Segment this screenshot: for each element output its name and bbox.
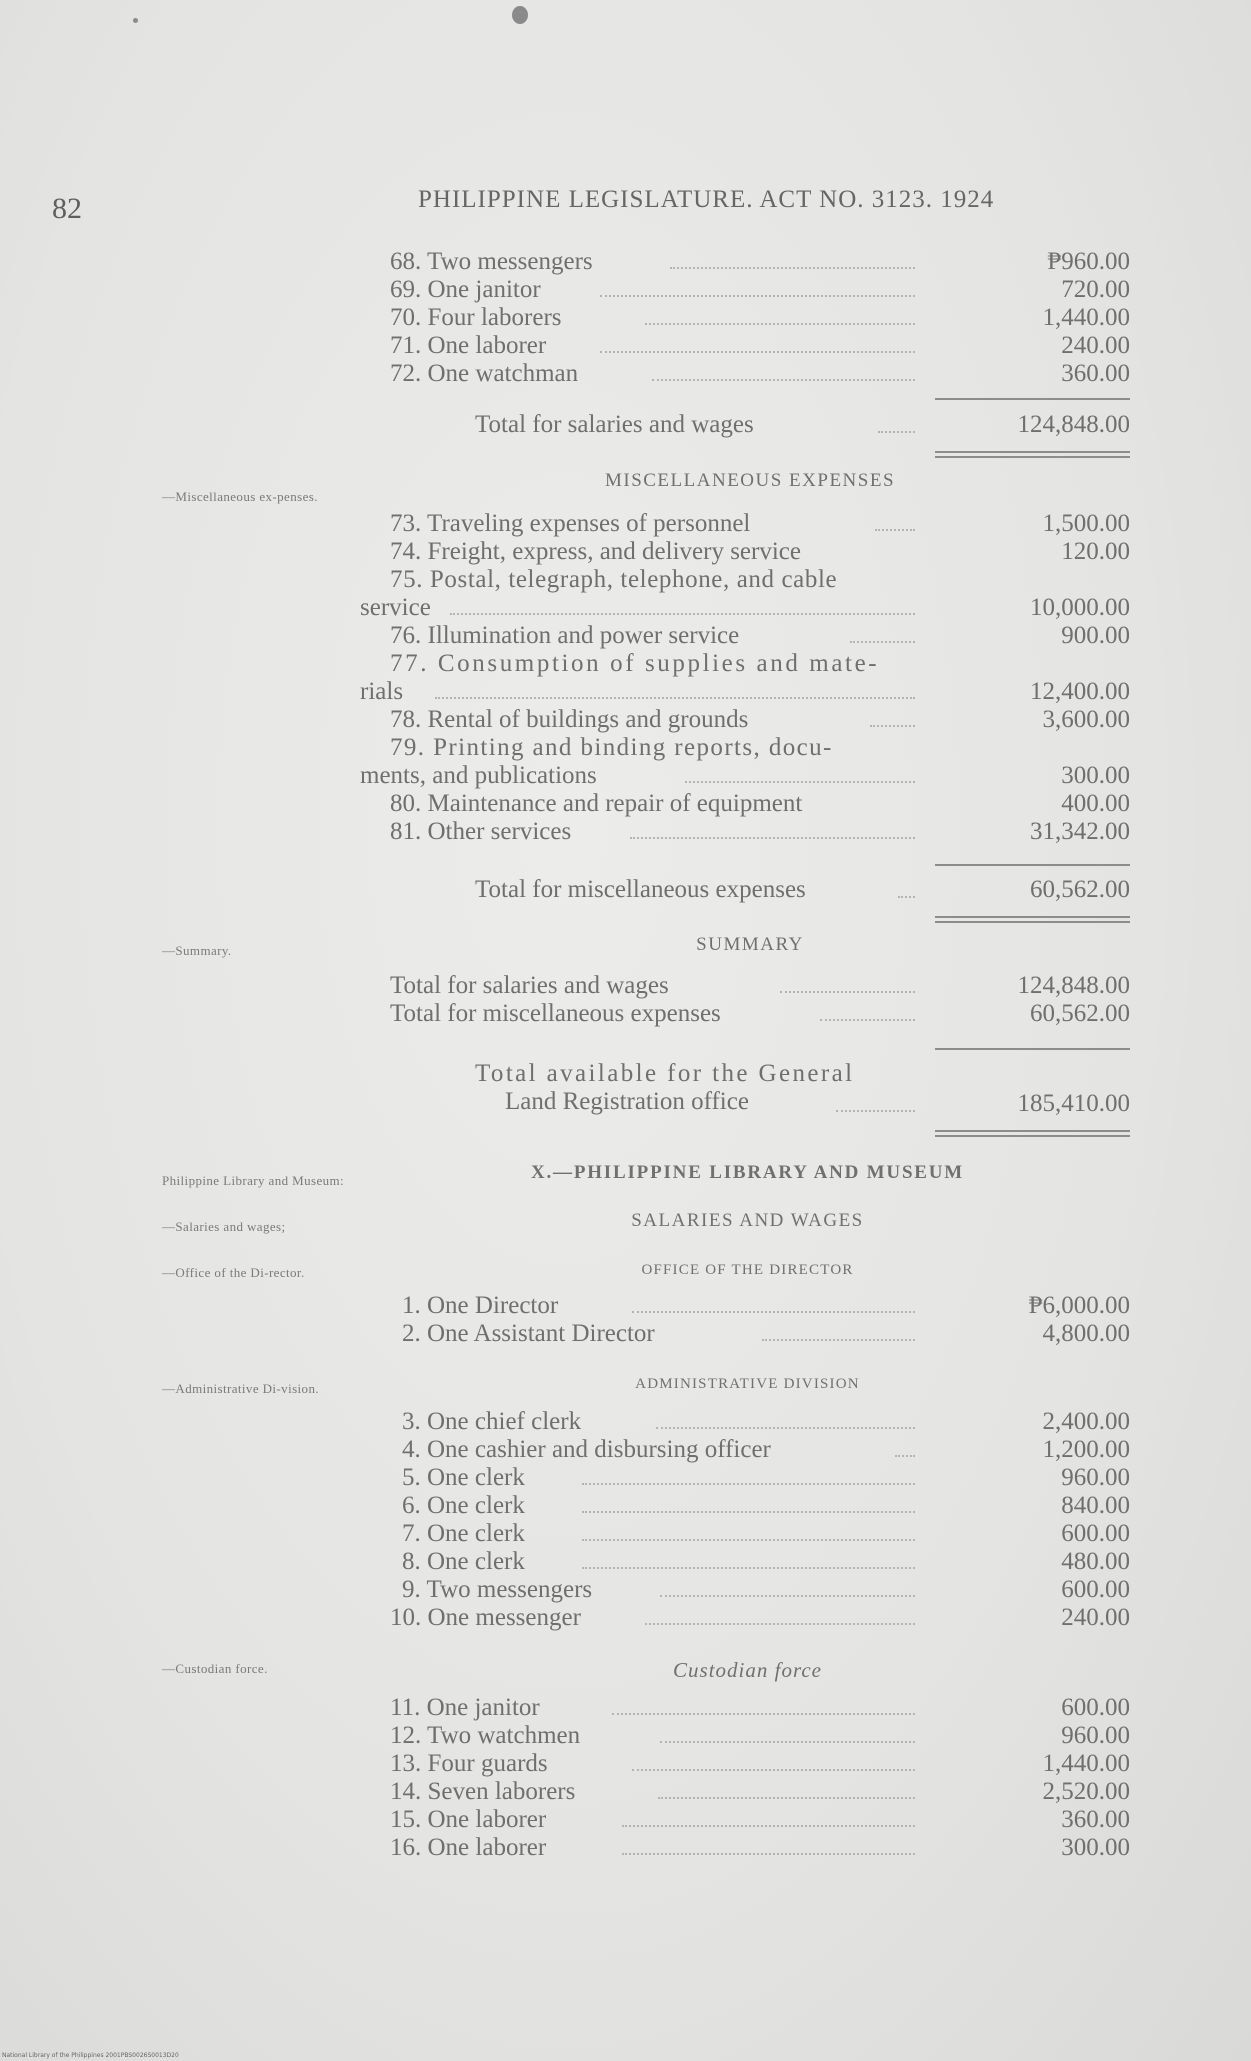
row-label-cont: service — [360, 594, 431, 621]
row-amount: 240.00 — [1061, 1604, 1130, 1631]
row-label: 15. One laborer — [390, 1806, 547, 1833]
total-available-label-2: Land Registration office — [505, 1088, 749, 1115]
row-label: 4. One cashier and disbursing officer — [402, 1436, 771, 1463]
table-row — [360, 1694, 1135, 1722]
row-label: 2. One Assistant Director — [402, 1320, 655, 1347]
leader-dots — [762, 1339, 915, 1341]
row-label: Total for salaries and wages — [390, 972, 669, 999]
row-amount: 1,440.00 — [1042, 304, 1130, 331]
margin-note-library: Philippine Library and Museum: — [162, 1173, 345, 1188]
library-heading: X.—PHILIPPINE LIBRARY AND MUSEUM — [530, 1162, 965, 1183]
row-label: 79. Printing and binding reports, docu- — [390, 734, 833, 761]
leader-dots — [632, 1311, 915, 1313]
row-amount: ₱6,000.00 — [1028, 1292, 1130, 1319]
table-row — [360, 1576, 1135, 1604]
leader-dots — [870, 725, 915, 727]
rule-double — [935, 1130, 1130, 1137]
admin-list — [360, 1408, 1135, 1632]
row-amount: 1,440.00 — [1042, 1750, 1130, 1777]
leader-dots — [600, 295, 915, 297]
row-label: 68. Two messengers — [390, 248, 593, 275]
row-amount: 60,562.00 — [1030, 1000, 1130, 1027]
table-row — [360, 1292, 1135, 1320]
table-row — [360, 1436, 1135, 1464]
row-label: 75. Postal, telegraph, telephone, and cable — [390, 566, 838, 593]
row-label: 5. One clerk — [402, 1464, 525, 1491]
table-row — [360, 678, 1135, 706]
row-amount: 10,000.00 — [1030, 594, 1130, 621]
page-number: 82 — [52, 192, 82, 225]
row-label: 74. Freight, express, and delivery service — [390, 538, 801, 565]
table-row-wrap — [360, 566, 1135, 594]
rule-double — [935, 916, 1130, 923]
margin-note-admin: —Administrative Di-vision. — [162, 1381, 319, 1396]
leader-dots — [836, 1110, 915, 1112]
row-label: 12. Two watchmen — [390, 1722, 581, 1749]
row-label: 8. One clerk — [402, 1548, 525, 1575]
row-amount: 124,848.00 — [1017, 972, 1130, 999]
table-row — [360, 1320, 1135, 1348]
leader-dots — [685, 781, 915, 783]
ink-spot — [512, 6, 528, 24]
table-row — [360, 1520, 1135, 1548]
row-amount: 1,200.00 — [1042, 1436, 1130, 1463]
leader-dots — [850, 641, 915, 643]
row-label: 9. Two messengers — [402, 1576, 593, 1603]
margin-note-salaries: —Salaries and wages; — [162, 1219, 286, 1234]
rule-single — [935, 864, 1130, 866]
row-amount: 840.00 — [1061, 1492, 1130, 1519]
leader-dots — [630, 837, 915, 839]
row-label: 73. Traveling expenses of personnel — [390, 510, 751, 537]
row-label: 10. One messenger — [390, 1604, 581, 1631]
row-amount: 960.00 — [1061, 1722, 1130, 1749]
leader-dots — [645, 1623, 915, 1625]
row-amount: 720.00 — [1061, 276, 1130, 303]
misc-list — [360, 510, 1135, 846]
row-label: 3. One chief clerk — [402, 1408, 582, 1435]
row-amount: 360.00 — [1061, 1806, 1130, 1833]
table-row — [360, 1604, 1135, 1632]
library-salaries-heading: SALARIES AND WAGES — [631, 1210, 864, 1231]
leader-dots — [656, 1427, 915, 1429]
summary-heading: SUMMARY — [696, 934, 804, 955]
row-amount: 2,400.00 — [1042, 1408, 1130, 1435]
leader-dots — [582, 1511, 915, 1513]
footer-credit: National Library of the Philippines 2001PBS0026S0013D20 — [2, 2052, 179, 2059]
leader-dots — [582, 1483, 915, 1485]
row-label: 78. Rental of buildings and grounds — [390, 706, 749, 733]
row-amount: 960.00 — [1061, 1464, 1130, 1491]
leader-dots — [582, 1539, 915, 1541]
margin-note-misc: —Miscellaneous ex-penses. — [162, 489, 318, 504]
leader-dots — [632, 1769, 915, 1771]
row-label: 13. Four guards — [390, 1750, 548, 1777]
row-label: 1. One Director — [402, 1292, 559, 1319]
row-amount: 240.00 — [1061, 332, 1130, 359]
table-row — [360, 510, 1135, 538]
table-row-wrap — [360, 650, 1135, 678]
rule-double — [935, 451, 1130, 458]
table-row — [360, 594, 1135, 622]
row-amount: 12,400.00 — [1030, 678, 1130, 705]
table-row — [360, 972, 1135, 1000]
margin-note-summary: —Summary. — [162, 943, 232, 958]
margin-note-custodian: —Custodian force. — [162, 1661, 268, 1676]
leader-dots — [622, 1853, 915, 1855]
table-row — [360, 1750, 1135, 1778]
table-row — [360, 706, 1135, 734]
leader-dots — [622, 1825, 915, 1827]
table-row — [360, 1408, 1135, 1436]
leader-dots — [660, 1595, 915, 1597]
table-row — [360, 1548, 1135, 1576]
row-label: 16. One laborer — [390, 1834, 547, 1861]
row-label: Total for miscellaneous expenses — [390, 1000, 721, 1027]
total-available-amount: 185,410.00 — [1017, 1090, 1130, 1117]
row-amount: 600.00 — [1061, 1576, 1130, 1603]
running-head: PHILIPPINE LEGISLATURE. ACT NO. 3123. 1924 — [418, 186, 995, 213]
table-row — [360, 248, 1135, 276]
row-amount: 120.00 — [1061, 538, 1130, 565]
table-row — [360, 1806, 1135, 1834]
leader-dots — [875, 529, 915, 531]
row-label: 69. One janitor — [390, 276, 541, 303]
leader-dots — [658, 1797, 915, 1799]
table-row — [360, 818, 1135, 846]
row-label: 7. One clerk — [402, 1520, 525, 1547]
leader-dots — [450, 613, 915, 615]
row-amount: 900.00 — [1061, 622, 1130, 649]
director-list — [360, 1292, 1135, 1348]
row-amount: 4,800.00 — [1042, 1320, 1130, 1347]
row-label: 80. Maintenance and repair of equipment — [390, 790, 803, 817]
table-row — [360, 790, 1135, 818]
row-label: 70. Four laborers — [390, 304, 562, 331]
row-amount: 600.00 — [1061, 1520, 1130, 1547]
total-available-label-1: Total available for the General — [475, 1060, 855, 1087]
salaries-list — [360, 248, 1135, 388]
ink-speck — [133, 18, 138, 23]
row-label: 72. One watchman — [390, 360, 579, 387]
summary-list — [360, 972, 1135, 1028]
row-amount: 480.00 — [1061, 1548, 1130, 1575]
admin-heading: ADMINISTRATIVE DIVISION — [635, 1376, 860, 1392]
row-label-cont: rials — [360, 678, 404, 705]
total-salaries-label: Total for salaries and wages — [475, 411, 754, 438]
rule-single — [935, 1048, 1130, 1050]
table-row — [360, 1778, 1135, 1806]
director-heading: OFFICE OF THE DIRECTOR — [641, 1262, 854, 1278]
leader-dots — [652, 379, 915, 381]
leader-dots — [435, 697, 915, 699]
leader-dots — [895, 1455, 915, 1457]
row-label: 14. Seven laborers — [390, 1778, 576, 1805]
table-row — [360, 1492, 1135, 1520]
table-row — [360, 538, 1135, 566]
custodian-list — [360, 1694, 1135, 1862]
row-label-cont: ments, and publications — [360, 762, 597, 789]
table-row — [360, 1834, 1135, 1862]
table-row — [360, 304, 1135, 332]
table-row — [360, 622, 1135, 650]
leader-dots — [600, 351, 915, 353]
leader-dots — [898, 896, 915, 898]
misc-heading: MISCELLANEOUS EXPENSES — [604, 470, 896, 491]
row-label: 77. Consumption of supplies and mate- — [390, 650, 880, 677]
row-amount: 1,500.00 — [1042, 510, 1130, 537]
leader-dots — [645, 323, 915, 325]
leader-dots — [612, 1713, 915, 1715]
row-amount: 2,520.00 — [1042, 1778, 1130, 1805]
row-amount: 3,600.00 — [1042, 706, 1130, 733]
row-amount: 600.00 — [1061, 1694, 1130, 1721]
row-label: 81. Other services — [390, 818, 572, 845]
custodian-heading: Custodian force — [673, 1658, 822, 1682]
row-amount: 31,342.00 — [1030, 818, 1130, 845]
total-misc-label: Total for miscellaneous expenses — [475, 876, 806, 903]
leader-dots — [670, 267, 915, 269]
table-row — [360, 1464, 1135, 1492]
table-row — [360, 762, 1135, 790]
table-row — [360, 1000, 1135, 1028]
row-label: 6. One clerk — [402, 1492, 525, 1519]
row-label: 76. Illumination and power service — [390, 622, 740, 649]
leader-dots — [660, 1741, 915, 1743]
row-amount: 300.00 — [1061, 1834, 1130, 1861]
table-row — [360, 332, 1135, 360]
total-salaries-amount: 124,848.00 — [1017, 411, 1130, 438]
rule-single — [935, 398, 1130, 400]
table-row-wrap — [360, 734, 1135, 762]
row-amount: 300.00 — [1061, 762, 1130, 789]
margin-note-director: —Office of the Di-rector. — [162, 1265, 305, 1280]
leader-dots — [820, 1019, 915, 1021]
leader-dots — [780, 991, 915, 993]
leader-dots — [878, 431, 915, 433]
leader-dots — [582, 1567, 915, 1569]
row-amount: 360.00 — [1061, 360, 1130, 387]
row-amount: 400.00 — [1061, 790, 1130, 817]
row-label: 71. One laborer — [390, 332, 547, 359]
row-amount: ₱960.00 — [1047, 248, 1130, 275]
row-label: 11. One janitor — [390, 1694, 540, 1721]
total-misc-amount: 60,562.00 — [1030, 876, 1130, 903]
table-row — [360, 1722, 1135, 1750]
table-row — [360, 276, 1135, 304]
table-row — [360, 360, 1135, 388]
